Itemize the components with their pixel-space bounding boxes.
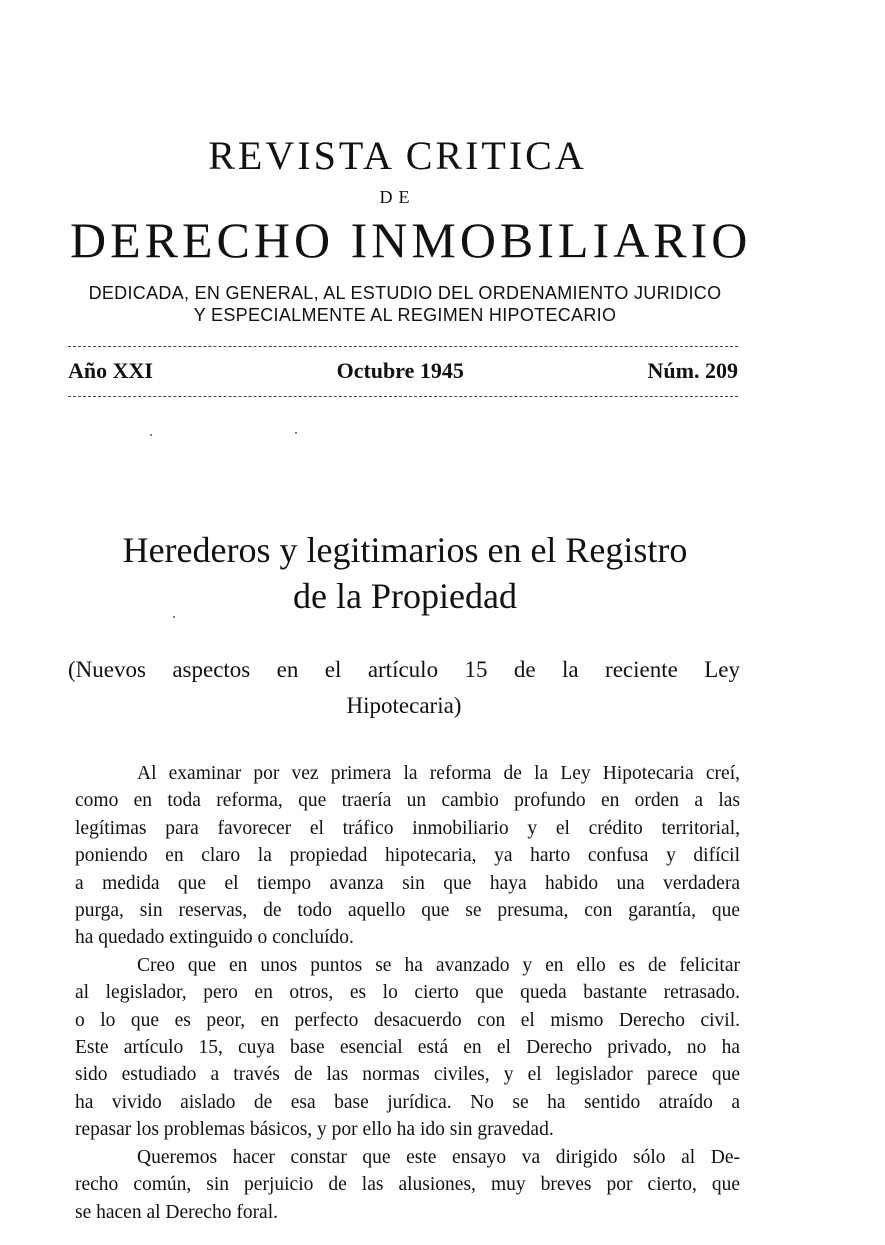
scan-speck [173,616,175,618]
article-subtitle-line: (Nuevos aspectos en el artículo 15 de la reciente Ley [68,657,740,682]
article-subtitle-line: Hipotecaria) [346,693,462,718]
issue-date: Octubre 1945 [336,358,464,383]
text-line: recho común, sin perjuicio de las alusiones, muy breves por cierto, que [75,1174,740,1196]
article-title-line: Herederos y legitimarios en el Registro [122,530,688,570]
paragraph [75,760,740,952]
issue-number: Núm. 209 [647,358,738,383]
article-title [60,527,750,619]
issue-year: Año XXI [68,358,153,383]
masthead-title-line-2: DERECHO INMOBILIARIO [70,212,752,268]
masthead-title-line-1: REVISTA CRITICA [208,133,587,178]
text-line: repasar los problemas básicos, y por ello ha ido sin gravedad. [75,1119,554,1141]
masthead-subtitle [60,282,750,326]
text-line: Este artículo 15, cuya base esencial está en el Derecho privado, no ha [75,1037,740,1059]
text-line: se hacen al Derecho foral. [75,1201,279,1223]
text-line: al legislador, pero en otros, es lo cierto que queda bastante retrasado. [75,982,740,1004]
text-line: poniendo en claro la propiedad hipotecaria, ya harto confusa y difícil [75,845,740,867]
paragraph [75,1144,740,1226]
text-line: sido estudiado a través de las normas civiles, y el legislador parece que [75,1064,740,1086]
text-line: ha quedado extinguido o concluído. [75,927,354,949]
text-line: como en toda reforma, que traería un cambio profundo en orden a las [75,790,740,812]
article-title-line: de la Propiedad [293,576,517,616]
paragraph [75,952,740,1144]
text-line: Creo que en unos puntos se ha avanzado y en ello es de felicitar [137,954,740,976]
issue-info-row [68,358,738,384]
article-body [75,760,740,1226]
text-line: purga, sin reservas, de todo aquello que se presuma, con garantía, que [75,900,740,922]
masthead-subtitle-line: DEDICADA, EN GENERAL, AL ESTUDIO DEL ORDENAMIENTO JURIDICO [88,283,722,303]
masthead-subtitle-line: Y ESPECIALMENTE AL REGIMEN HIPOTECARIO [193,305,617,325]
text-line: a medida que el tiempo avanza sin que haya habido una verdadera [75,872,740,894]
text-line: legítimas para favorecer el tráfico inmobiliario y el crédito territorial, [75,817,740,839]
article-subtitle [68,652,740,724]
top-divider-rule [68,346,738,347]
scan-speck [295,432,297,434]
text-line: o lo que es peor, en perfecto desacuerdo con el mismo Derecho civil. [75,1009,740,1031]
text-line: Al examinar por vez primera la reforma de la Ley Hipotecaria creí, [137,763,740,784]
scan-speck [150,434,152,436]
text-line: ha vivido aislado de esa base jurídica. No se ha sentido atraído a [75,1091,740,1113]
bottom-divider-rule [68,396,738,397]
text-line: Queremos hacer constar que este ensayo va dirigido sólo al De- [137,1146,740,1168]
masthead-title-connector: DE [379,187,416,207]
